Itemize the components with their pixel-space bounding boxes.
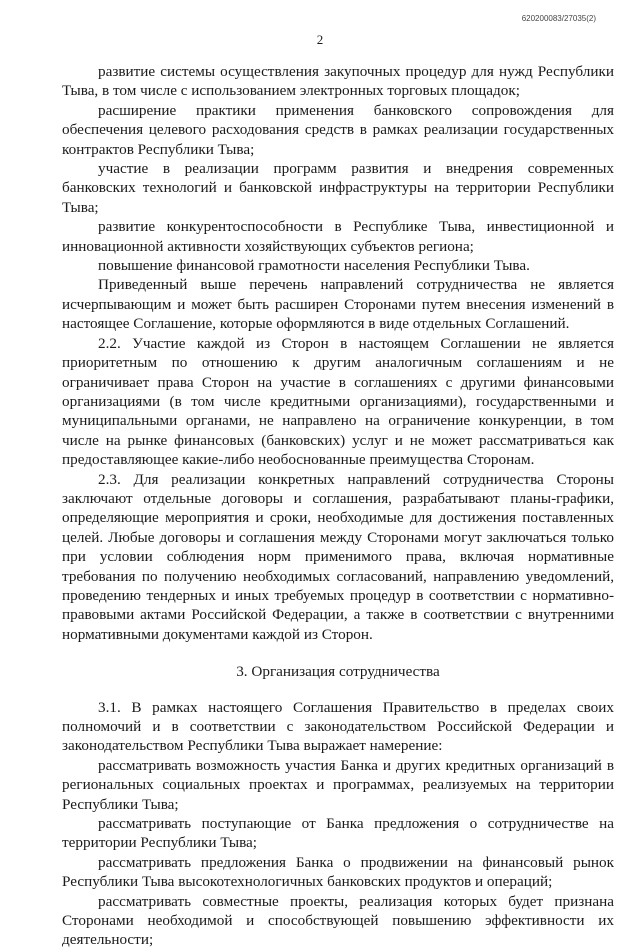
page-number: 2 — [316, 32, 324, 47]
paragraph: 2.3. Для реализации конкретных направлений сотрудничества Стороны заключают отдельные договоры и соглашения, разрабатывают планы-графики, определяющие мероприятия и сроки, необходимые для достижения поставленных целей. Любые договоры и соглашения между Сторонами могут заключаться только при условии соблюдения норм применимого права, включая нормативные требования по получению необходимых согласований, направлению уведомлений, проведению тендерных и иных требуемых процедур в соответствии с нормативно-правовыми актами Российской Федерации, а также в соответствии с внутренними нормативными документами каждой из Сторон. — [62, 470, 614, 643]
section-heading: 3. Организация сотрудничества — [236, 663, 440, 681]
paragraph: Приведенный выше перечень направлений сотрудничества не является исчерпывающим и может быть расширен Сторонами путем внесения изменений в настоящее Соглашение, которые оформляются в виде отдельных Соглашений. — [62, 276, 614, 333]
paragraph: расширение практики применения банковского сопровождения для обеспечения целевого расходования средств в рамках реализации государственных контрактов Республики Тыва; — [62, 101, 614, 158]
paragraph: рассматривать возможность участия Банка и других кредитных организаций в региональных социальных проектах и программах, реализуемых на территории Республики Тыва; — [62, 756, 614, 813]
paragraph: рассматривать поступающие от Банка предложения о сотрудничестве на территории Республики Тыва; — [62, 815, 614, 852]
paragraph: участие в реализации программ развития и внедрения современных банковских технологий и банковской инфраструктуры на территории Республики Тыва; — [62, 160, 614, 216]
paragraph: 2.2. Участие каждой из Сторон в настоящем Соглашении не является приоритетным по отношению к другим аналогичным соглашениям и не ограничивает права Сторон на участие в соглашениях с другими финансовыми организациями (в том числе кредитными организациями), государственными и муниципальными органами, не направлено на ограничение конкуренции, в том числе на рынке финансовых (банковских) услуг и не может рассматриваться как предоставляющее какие-либо необоснованные преимущества Сторонам. — [62, 334, 614, 469]
paragraph: 3.1. В рамках настоящего Соглашения Правительство в пределах своих полномочий и в соответствии с законодательством Российской Федерации и законодательством Республики Тыва выражает намерение: — [62, 698, 614, 755]
paragraph: повышение финансовой грамотности населения Республики Тыва. — [98, 257, 530, 275]
paragraph: рассматривать совместные проекты, реализация которых будет признана Сторонами необходимой и способствующей повышению эффективности их деятельности; — [62, 892, 614, 949]
paragraph: рассматривать предложения Банка о продвижении на финансовый рынок Республики Тыва высокотехнологичных банковских продуктов и операций; — [62, 853, 614, 891]
document-body — [62, 62, 614, 950]
document-id: 620200083/27035(2) — [521, 14, 596, 23]
paragraph: развитие системы осуществления закупочных процедур для нужд Республики Тыва, в том числе с использованием электронных торговых площадок; — [62, 63, 614, 100]
paragraph: развитие конкурентоспособности в Республике Тыва, инвестиционной и инновационной активности хозяйствующих субъектов региона; — [62, 218, 614, 255]
